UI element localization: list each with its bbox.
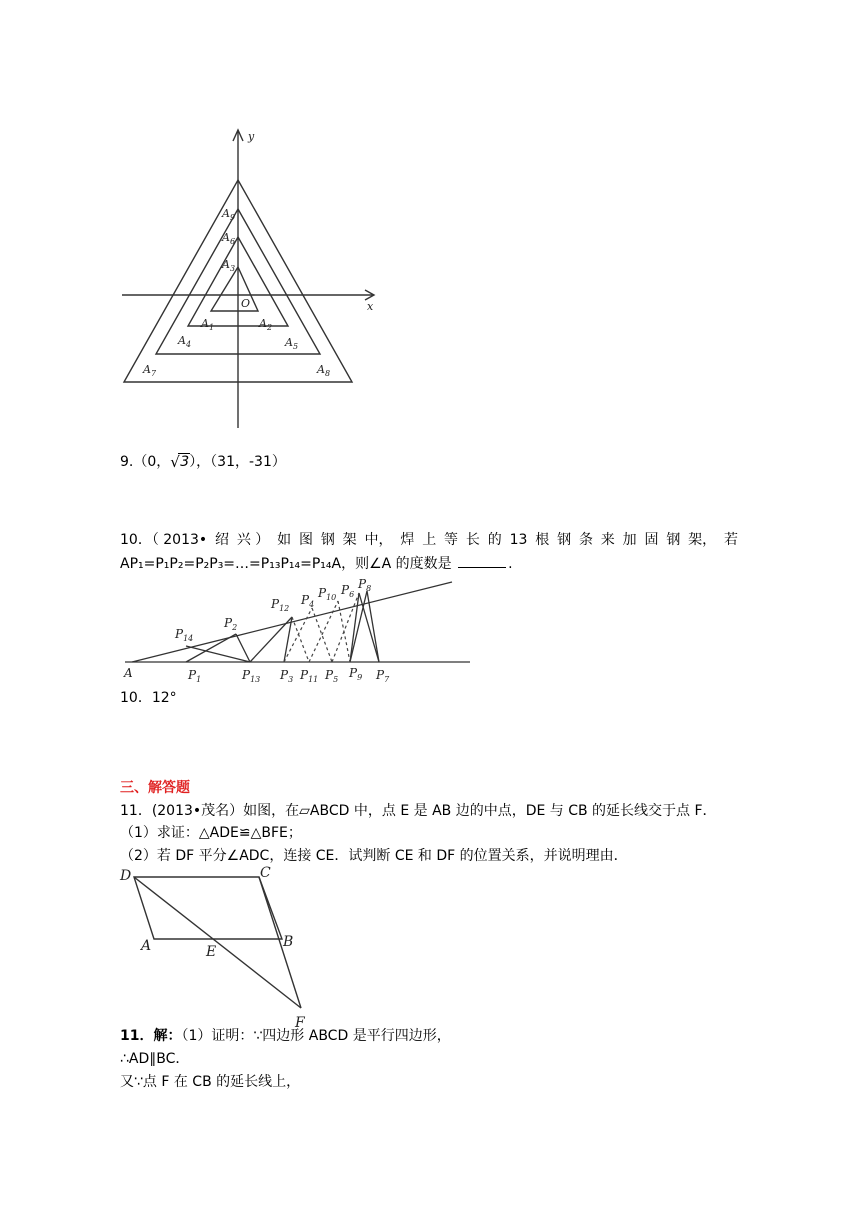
q11-stem: 11．(2013•茂名）如图，在▱ABCD 中，点 E 是 AB 边的中点，DE 与 CB 的延长线交于点 F． [120, 803, 717, 819]
label-A8: $A_8$ [317, 363, 331, 378]
segment-DF [134, 877, 301, 1008]
label-A2: $A_2$ [259, 317, 273, 332]
label-P14: $P_{14}$ [175, 627, 194, 643]
q10-word: 中， [364, 532, 393, 548]
q10-word: 上 [422, 532, 437, 548]
label-P1: $P_1$ [188, 668, 202, 684]
parallelogram-figure [118, 864, 318, 1031]
label-F: F [295, 1015, 305, 1031]
label-P10: $P_{10}$ [318, 586, 337, 602]
q10-word: 如 [277, 532, 292, 548]
label-A9: $A_9$ [222, 207, 236, 222]
label-A7: $A_7$ [143, 363, 157, 378]
x-label: x [367, 300, 374, 313]
q10-word: 来 [600, 532, 615, 548]
q10-word: 长 [465, 532, 480, 548]
label-D: D [120, 868, 132, 884]
q10-word: 等 [444, 532, 459, 548]
q10-stem-line2: AP₁=P₁P₂=P₂P₃=…=P₁₃P₁₄=P₁₄A，则∠A 的度数是 . [120, 553, 513, 574]
label-P12: $P_{12}$ [271, 597, 290, 613]
solution-line3: 又∵点 F 在 CB 的延长线上， [120, 1074, 301, 1090]
label-P4: $P_4$ [301, 593, 315, 609]
q10-word: 兴 ） [236, 532, 270, 548]
q10-word: 固 [644, 532, 659, 548]
q9-answer: 9.（0， √ 3），（31，-31） [120, 453, 286, 471]
q10-word: 条 [578, 532, 593, 548]
label-P9: $P_9$ [349, 666, 363, 682]
q10-word: 钢 [557, 532, 572, 548]
q11-part2: （2）若 DF 平分∠ADC，连接 CE．试判断 CE 和 DF 的位置关系，并说明理由． [120, 848, 628, 864]
q10-word: 13 [509, 532, 528, 548]
label-B: B [283, 934, 294, 950]
y-label: y [248, 130, 255, 143]
q10-word: 根 [535, 532, 550, 548]
label-A3: $A_3$ [222, 258, 236, 273]
q10-word: 钢 [320, 532, 335, 548]
q10-word: 图 [298, 532, 313, 548]
nested-triangles-figure [115, 125, 385, 435]
label-P11: $P_{11}$ [300, 668, 319, 684]
q10-word: 10．（ 2013• [120, 532, 208, 548]
q10-word: 的 [487, 532, 502, 548]
label-P6: $P_6$ [341, 583, 355, 599]
label-P7: $P_7$ [376, 668, 390, 684]
solution-line2: ∴AD∥BC． [120, 1051, 190, 1067]
upper-ray [132, 582, 452, 662]
label-A4: $A_4$ [178, 334, 192, 349]
sqrt-expression: √ 3 [170, 453, 190, 471]
q10-word: 加 [622, 532, 637, 548]
label-P5: $P_5$ [325, 668, 339, 684]
q10-word: 若 [724, 532, 738, 548]
q11-part1: （1）求证：△ADE≌△BFE； [120, 825, 302, 841]
origin-label: O [241, 297, 251, 310]
q10-word: 钢 [666, 532, 681, 548]
label-A: A [124, 666, 133, 680]
segment-CF [259, 877, 301, 1008]
label-P3: $P_3$ [280, 668, 294, 684]
label-E: E [206, 944, 217, 960]
q10-word: 焊 [400, 532, 415, 548]
steel-frame-figure [120, 572, 475, 690]
label-A: A [141, 938, 152, 954]
q10-stem-line1 [120, 530, 738, 550]
label-P8: $P_8$ [358, 577, 372, 593]
solution-line1: 11．解：（1）证明：∵四边形 ABCD 是平行四边形， [120, 1028, 451, 1044]
q10-word: 架 [342, 532, 357, 548]
parallelogram-ABCD [134, 877, 282, 939]
label-P2: $P_2$ [224, 616, 238, 632]
q10-word: 架， [688, 532, 717, 548]
label-C: C [260, 865, 271, 881]
label-P13: $P_{13}$ [242, 668, 261, 684]
section-heading: 三、解答题 [120, 780, 190, 796]
label-A6: $A_6$ [222, 231, 236, 246]
q10-word: 绍 [215, 532, 229, 548]
q10-answer: 10．12° [120, 690, 177, 706]
label-A1: $A_1$ [201, 317, 215, 332]
label-A5: $A_5$ [285, 336, 299, 351]
answer-blank [458, 553, 506, 568]
